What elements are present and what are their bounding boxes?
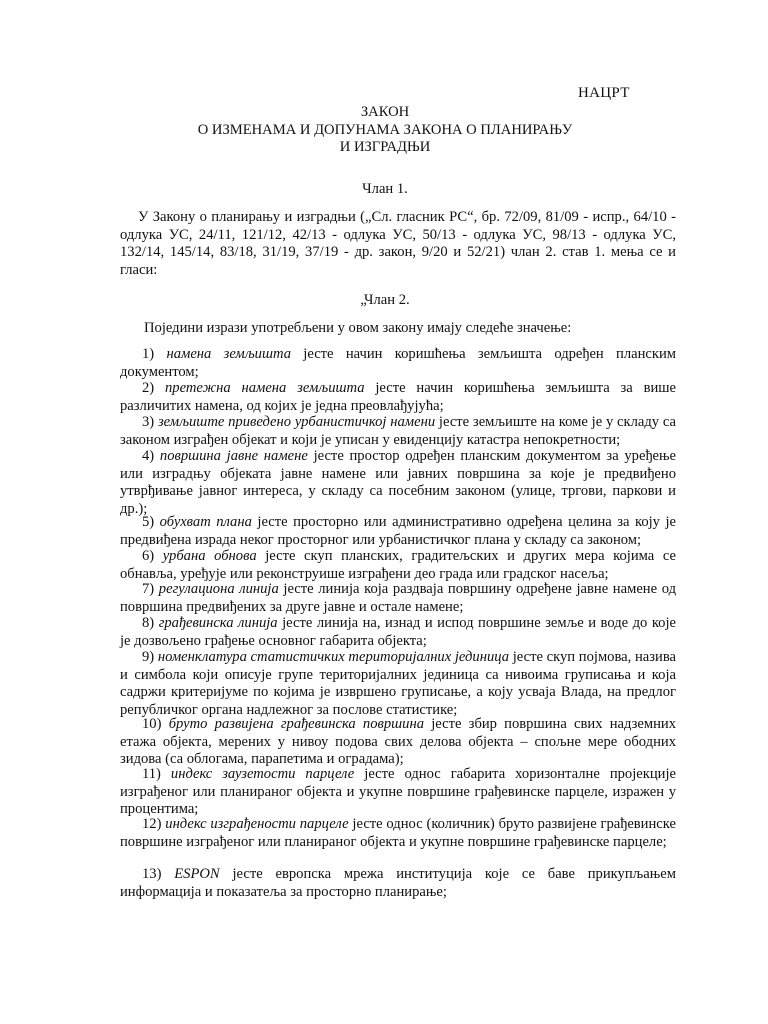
item-number: 4) [142, 448, 155, 464]
item-text: јесте збир површина свих надземних етажа објекта, мерених у нивоу подова свих делова објекта – спољне мере ободних зидова (са облогама, парапетима и оградама); [120, 716, 676, 768]
definition-item-13 [120, 866, 676, 901]
item-text: јесте скуп планских, градитељских и других мера којима се обнавља, уређује или реконструише изграђени део града или градског насеља; [120, 548, 676, 582]
law-subtitle-line1: О ИЗМЕНАМА И ДОПУНАМА ЗАКОНА О ПЛАНИРАЊУ [197, 122, 573, 138]
definition-item-11 [120, 766, 676, 819]
definition-item-5 [120, 514, 676, 549]
definition-item-2 [120, 380, 676, 415]
item-text: јесте однос (количник) бруто развијене грађевинске површине изграђеног или планираног објекта и укупне површине грађевинске парцеле; [120, 816, 676, 850]
item-term: грађевинска линија [158, 615, 278, 631]
item-text: јесте европска мрежа институција које се баве прикупљањем информација и показатеља за просторно планирање; [120, 866, 677, 900]
item-number: 5) [142, 514, 155, 530]
item-number: 12) [142, 816, 162, 832]
item-number: 3) [142, 414, 155, 430]
definition-item-8 [120, 615, 676, 650]
item-term: индекс изграђености парцеле [165, 816, 349, 832]
definition-item-3 [120, 414, 676, 449]
item-number: 13) [142, 866, 162, 882]
item-number: 7) [142, 581, 155, 597]
item-term: ESPON [174, 866, 220, 882]
item-number: 8) [142, 615, 155, 631]
item-term: намена земљишта [166, 346, 291, 362]
article-2-heading: „Члан 2. [360, 292, 410, 308]
item-text: јесте линија на, изнад и испод површине земље и воде до које је дозвољено грађење основног габарита објекта; [120, 615, 677, 649]
item-number: 2) [142, 380, 155, 396]
definition-item-4 [120, 448, 676, 518]
item-number: 6) [142, 548, 155, 564]
item-term: површина јавне намене [159, 448, 308, 464]
definition-item-1 [120, 346, 676, 381]
definition-item-7 [120, 581, 676, 616]
item-text: јесте однос габарита хоризонталне пројекције изграђеног или планираног објекта и укупне површине грађевинске парцеле, изражен у процентима; [120, 766, 677, 818]
item-term: номенклатура статистичких територијалних јединица [157, 649, 510, 665]
item-text: јесте земљиште на коме је у складу са законом изграђен објекат и који је уписан у евиденцију катастра непокретности; [120, 414, 677, 448]
item-term: урбана обнова [162, 548, 257, 564]
draft-label: НАЦРТ [578, 85, 630, 101]
definition-item-10 [120, 716, 676, 769]
item-term: бруто развијена грађевинска површина [168, 716, 425, 732]
item-number: 1) [142, 346, 155, 362]
item-number: 10) [142, 716, 162, 732]
item-term: земљиште приведено урбанистичкој намени [157, 414, 436, 430]
item-text: јесте линија која раздваја површину одређене јавне намене од површина предвиђених за друге јавне и остале намене; [120, 581, 676, 615]
definition-item-12 [120, 816, 676, 851]
item-text: јесте скуп појмова, назива и симбола који описује групе територијалних јединица са нивоима груписања и која садржи критеријуме по којима је извршено груписање, а коју усваја Влада, на предлог републичког органа надлежног за послове статистике; [120, 649, 677, 718]
item-term: регулациона линија [158, 581, 279, 597]
item-text: јесте начин коришћења земљишта за више различитих намена, од којих је једна преовлађујућа; [120, 380, 676, 414]
item-term: обухват плана [159, 514, 252, 530]
item-number: 11) [142, 766, 161, 782]
item-term: индекс заузетости парцеле [170, 766, 355, 782]
definition-item-9 [120, 649, 676, 719]
article-1-text: У Закону о планирању и изградњи („Сл. гласник РС“, бр. 72/09, 81/09 - испр., 64/10 - одлука УС, 24/11, 121/12, 42/13 - одлука УС, 50/13 - одлука УС, 98/13 - одлука УС, 132/14, 145/14, 83/18, 31/19, 37/19 - др. закон, 9/20 и 52/21) члан 2. став 1. мења се и гласи: [120, 209, 676, 278]
item-text: јесте простор одређен планским документом за уређење или изградњу објеката јавне намене или јавних површина за које је предвиђено утврђивање јавног интереса, у складу са посебним законом (улице, тргови, паркови и др.); [120, 448, 677, 517]
item-text: јесте начин коришћења земљишта одређен планским документом; [120, 346, 677, 380]
law-subtitle-line2: И ИЗГРАДЊИ [339, 139, 431, 155]
law-title: ЗАКОН [360, 104, 410, 120]
article-2-lead: Поједини изрази употребљени у овом закону имају следеће значење: [144, 320, 572, 336]
item-text: јесте просторно или административно одређена целина за коју је предвиђена израда неког просторног или урбанистичког плана у складу са законом; [120, 514, 676, 548]
item-term: претежна намена земљишта [165, 380, 365, 396]
definition-item-6 [120, 548, 676, 583]
item-number: 9) [142, 649, 155, 665]
article-1-heading: Члан 1. [362, 181, 408, 197]
